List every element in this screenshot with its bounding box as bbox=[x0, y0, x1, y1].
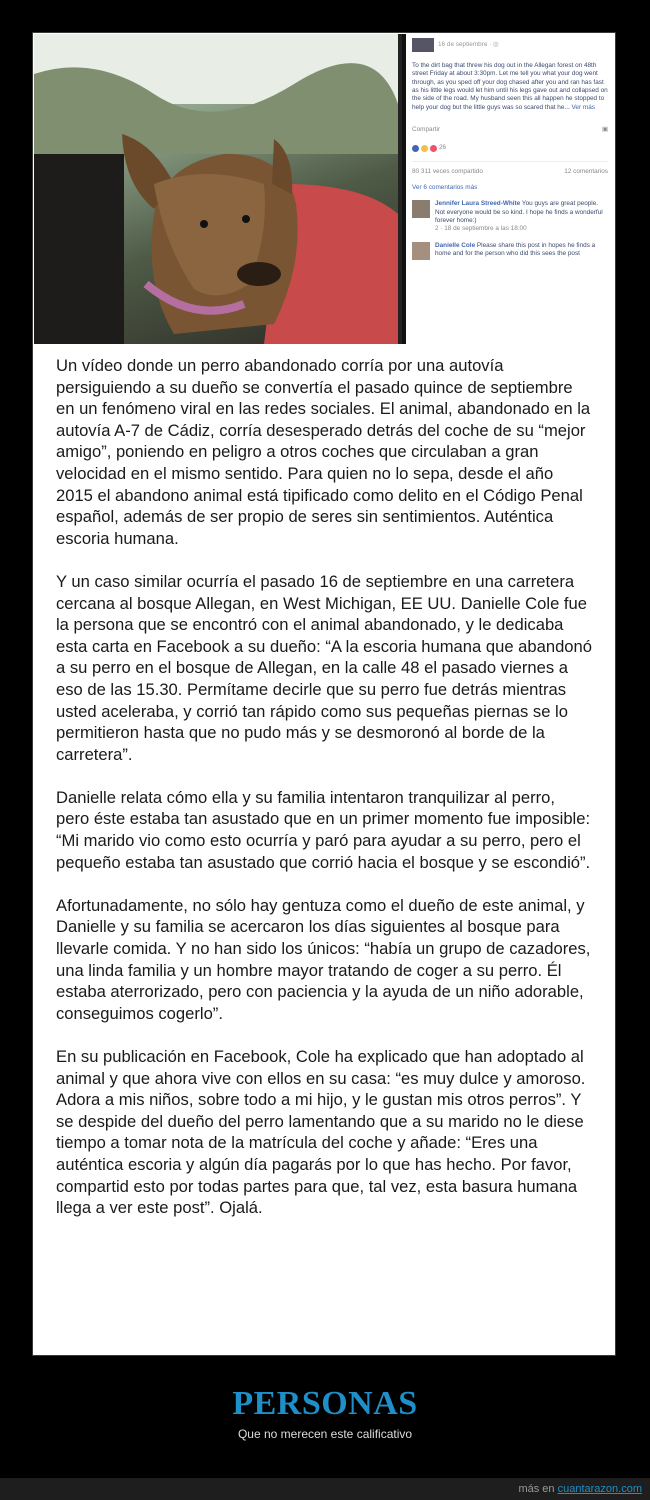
fb-comment bbox=[412, 200, 608, 233]
post-title: PERSONAS bbox=[232, 1385, 418, 1422]
article-paragraph: Danielle relata cómo ella y su familia intentaron tranquilizar al perro, pero éste estaba tan asustado que en un primer momento fue imposible: “Mi marido vio como esto ocurría y paró para ayudar a su perro, pero el pequeño estaba tan asustado que corrió hacia el bosque y se escondió”. bbox=[56, 787, 591, 872]
commenter-name: Danielle Cole bbox=[435, 241, 476, 249]
fb-reactions bbox=[412, 144, 608, 152]
fb-post-header bbox=[412, 38, 608, 52]
fb-view-more-comments: Ver 6 comentarios más bbox=[412, 183, 478, 191]
article-paragraph: Afortunadamente, no sólo hay gentuza como el dueño de este animal, y Danielle y su familia se acercaron los días siguientes al bosque para llevarle comida. Y no han sido los únicos: “había un grupo de cazadores, una linda familia y un hombre mayor tratando de coger a su perro. Él estaba aterrorizado, pero con paciencia y la ayuda de un niño adorable, conseguimos cogerlo”. bbox=[56, 895, 591, 1023]
post-title-area bbox=[0, 1385, 650, 1441]
comment-meta: 2 · 18 de septiembre a las 18:00 bbox=[435, 225, 527, 233]
love-icon bbox=[430, 145, 437, 152]
footer-bar bbox=[0, 1478, 650, 1500]
article-body bbox=[34, 344, 614, 1219]
wow-icon bbox=[421, 145, 428, 152]
fb-reaction-count: 26 bbox=[439, 144, 447, 152]
fb-date: 16 de septiembre · ◎ bbox=[438, 40, 499, 48]
commenter-avatar bbox=[412, 200, 430, 218]
fb-comment bbox=[412, 242, 608, 260]
facebook-post bbox=[402, 34, 614, 344]
fb-share-icon: ▣ bbox=[601, 125, 608, 133]
fb-share-button: Compartir bbox=[412, 125, 441, 133]
article-paragraph: En su publicación en Facebook, Cole ha explicado que han adoptado al animal y que ahora vive con ellos en su casa: “es muy dulce y amoroso. Adora a mis niños, sobre todo a mi hijo, y le gustan mis otros perros”. Y se despide del dueño del perro lamentando que a su marido no le diese tiempo a tomar nota de la matrícula del coche y añade: “Eres una auténtica escoria y algún día pagarás por lo que has hecho. Por favor, compartid esto por todas partes para que, tal vez, esta basura humana llega a ver este post”. Ojalá. bbox=[56, 1047, 586, 1218]
comment-text: You guys are great people. Not everyone would be so kind. I hope he finds a wonderful forever home:) bbox=[435, 200, 603, 224]
post-photo bbox=[34, 34, 614, 344]
like-icon bbox=[412, 145, 419, 152]
comment-text: Please share this post in hopes he finds a home and for the person who did this sees the post bbox=[435, 241, 596, 257]
fb-actions bbox=[412, 126, 608, 134]
dog-illustration bbox=[34, 34, 398, 344]
fb-shares-count: 80 311 veces compartido bbox=[412, 167, 483, 175]
fb-comments-count: 12 comentarios bbox=[564, 167, 608, 175]
article-paragraph: Un vídeo donde un perro abandonado corría por una autovía persiguiendo a su dueño se convertía el pasado quince de septiembre en un fenómeno viral en las redes sociales. El animal, abandonado en la autovía A-7 de Cádiz, corría desesperado detrás del coche de su “mejor amigo”, poniendo en peligro a otros coches que circulaban a gran velocidad en el mismo sentido. Para quien no lo sepa, desde el año 2015 el abandono animal está tipificado como delito en el Código Penal español, además de ser propio de seres sin sentimientos. Auténtica escoria humana. bbox=[56, 356, 591, 548]
fb-see-more-link: Ver más bbox=[571, 103, 595, 111]
post-frame bbox=[32, 32, 616, 1356]
article-paragraph: Y un caso similar ocurría el pasado 16 de septiembre en una carretera cercana al bosque Allegan, en West Michigan, EE UU. Danielle Cole fue la persona que se encontró con el animal abandonado, y le dedicaba esta carta en Facebook a su dueño: “A la escoria humana que abandonó a su perro en el bosque de Allegan, en la calle 48 el pasado viernes a eso de las 15.30. Permítame decirle que su perro fue detrás mientras usted aceleraba, y corrió tan rápido como sus pequeñas piernas se lo permitieron hasta que no pudo más y se desmoronó al borde de la carretera”. bbox=[56, 571, 592, 764]
commenter-name: Jennifer Laura Streed-White bbox=[435, 200, 521, 208]
fb-avatar bbox=[412, 38, 434, 52]
dog-photo bbox=[34, 34, 398, 344]
fb-post-text bbox=[412, 62, 608, 112]
post-subtitle: Que no merecen este calificativo bbox=[237, 1427, 413, 1441]
fb-post-body: To the dirt bag that threw his dog out in the Allegan forest on 48th street Friday at about 3:30pm. Let me tell you what your dog went through, as you sped off your dog chased after you and ran has fast as his little legs would let him until his legs gave out and collapsed on the side of the road. My husband seen this all happen he stopped to help your dog but the little guys was so scared that he... bbox=[412, 62, 608, 111]
footer-prefix: más en bbox=[518, 1483, 555, 1495]
site-link[interactable]: cuantarazon.com bbox=[557, 1483, 642, 1495]
commenter-avatar bbox=[412, 242, 430, 260]
fb-stats bbox=[412, 161, 608, 176]
